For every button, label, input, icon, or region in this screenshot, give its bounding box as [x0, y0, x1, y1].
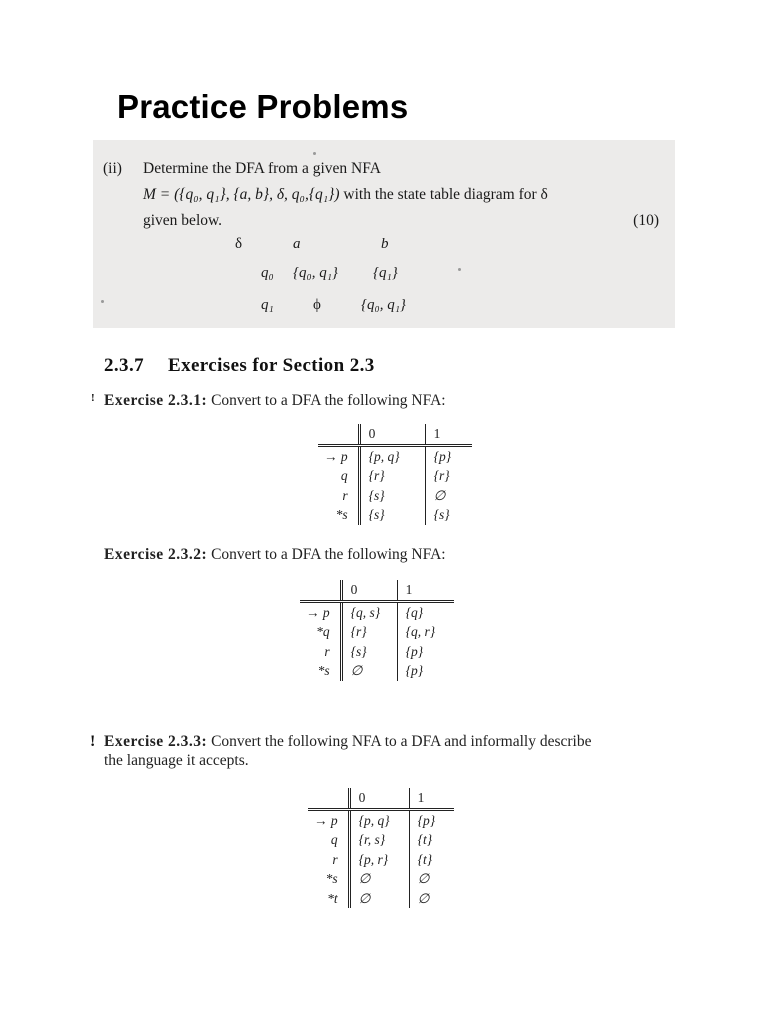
table-cell: {q, s}	[341, 601, 397, 622]
table-cell: {t}	[409, 830, 454, 850]
state-table-header-a: a	[293, 236, 301, 252]
table-cell: ∅	[349, 869, 409, 889]
table-cell: {s}	[359, 505, 425, 525]
table-cell: {p, q}	[359, 445, 425, 466]
table-cell: ∅	[409, 869, 454, 889]
question-line-2	[143, 186, 548, 204]
scan-speck	[101, 300, 104, 303]
table-cell: {s}	[425, 505, 472, 525]
table-cell: ∅	[409, 889, 454, 909]
table-cell: {p, r}	[349, 850, 409, 870]
table-cell: {r}	[341, 622, 397, 642]
table-cell: {s}	[359, 486, 425, 506]
table-cell: {p}	[425, 445, 472, 466]
table-header-cell: 0	[359, 424, 425, 445]
table-cell: *s	[317, 663, 330, 678]
table-cell: {p}	[409, 809, 454, 830]
table-cell: r	[324, 643, 330, 659]
table-cell: *q	[316, 624, 330, 639]
state-table-cell: {q₀, q₁}	[293, 265, 338, 281]
state-table-header-b: b	[381, 236, 389, 252]
table-cell: {p}	[397, 642, 454, 662]
table-header-cell: 1	[409, 788, 454, 809]
table-cell: q	[330, 832, 338, 847]
table-header-cell: 1	[425, 424, 472, 445]
table-header-cell	[318, 424, 359, 445]
state-table-header-delta: δ	[235, 236, 243, 252]
exercise-2-label: Exercise 2.3.2:	[104, 546, 208, 563]
state-table-cell: ϕ	[313, 297, 321, 313]
exercise-2-text: Convert to a DFA the following NFA:	[211, 546, 446, 563]
section-title: Exercises for Section 2.3	[168, 355, 375, 376]
table-cell: {r}	[359, 466, 425, 486]
page-title: Practice Problems	[117, 88, 409, 125]
table-header-cell: 1	[397, 580, 454, 601]
table-cell: *s	[335, 507, 348, 522]
table-cell: {q}	[397, 601, 454, 622]
table-cell: r	[342, 487, 348, 503]
table-header-cell: 0	[341, 580, 397, 601]
table-cell: → p	[314, 812, 338, 828]
table-cell: {p, q}	[349, 809, 409, 830]
question-number: (ii)	[103, 160, 122, 177]
state-table-cell: {q₁}	[373, 265, 398, 281]
scan-speck	[313, 152, 316, 155]
exercise-3-label: Exercise 2.3.3:	[104, 733, 208, 750]
table-cell: {t}	[409, 850, 454, 870]
section-heading	[104, 355, 375, 377]
scan-speck	[458, 268, 461, 271]
state-table-cell: q₀	[261, 265, 274, 281]
table-cell: {s}	[341, 642, 397, 662]
table-cell: *t	[327, 890, 338, 906]
scanned-question-image	[93, 140, 675, 328]
difficulty-mark: !	[91, 392, 95, 404]
table-cell: ∅	[341, 661, 397, 681]
state-table-cell: {q₀, q₁}	[361, 297, 406, 313]
exercise-1-nfa-table	[318, 424, 472, 525]
table-cell: {p}	[397, 661, 454, 681]
table-header-cell	[308, 788, 349, 809]
table-cell: *s	[325, 871, 338, 886]
nfa-definition: M = ({q₀, q₁}, {a, b}, δ, q₀,{q₁})	[143, 186, 340, 203]
difficulty-mark: !	[90, 733, 96, 750]
question-line-3: given below.	[143, 212, 223, 229]
table-cell: {r}	[425, 466, 472, 486]
exercise-1-label: Exercise 2.3.1:	[104, 392, 208, 409]
table-cell: {r, s}	[349, 830, 409, 850]
exercise-1-text: Convert to a DFA the following NFA:	[211, 392, 446, 409]
exercise-2-nfa-table	[300, 580, 454, 681]
exercise-2-statement	[104, 546, 446, 564]
exercise-3-nfa-table	[308, 788, 454, 908]
exercise-3-statement	[104, 733, 592, 751]
table-cell: → p	[306, 604, 330, 620]
exercise-3-text: Convert the following NFA to a DFA and informally describe	[211, 733, 592, 750]
table-cell: ∅	[425, 486, 472, 506]
question-line-2-suffix: with the state table diagram for δ	[339, 186, 548, 203]
table-cell: {q, r}	[397, 622, 454, 642]
section-number: 2.3.7	[104, 355, 144, 376]
question-line-1: Determine the DFA from a given NFA	[143, 160, 381, 177]
question-marks: (10)	[633, 212, 659, 229]
exercise-1-statement	[104, 392, 446, 410]
table-cell: → p	[324, 448, 348, 464]
table-cell: r	[332, 851, 338, 867]
table-cell: q	[340, 468, 348, 483]
table-header-cell	[300, 580, 341, 601]
state-table-cell: q₁	[261, 297, 274, 313]
table-header-cell: 0	[349, 788, 409, 809]
table-cell: ∅	[349, 889, 409, 909]
exercise-3-text-line-2: the language it accepts.	[104, 752, 249, 769]
